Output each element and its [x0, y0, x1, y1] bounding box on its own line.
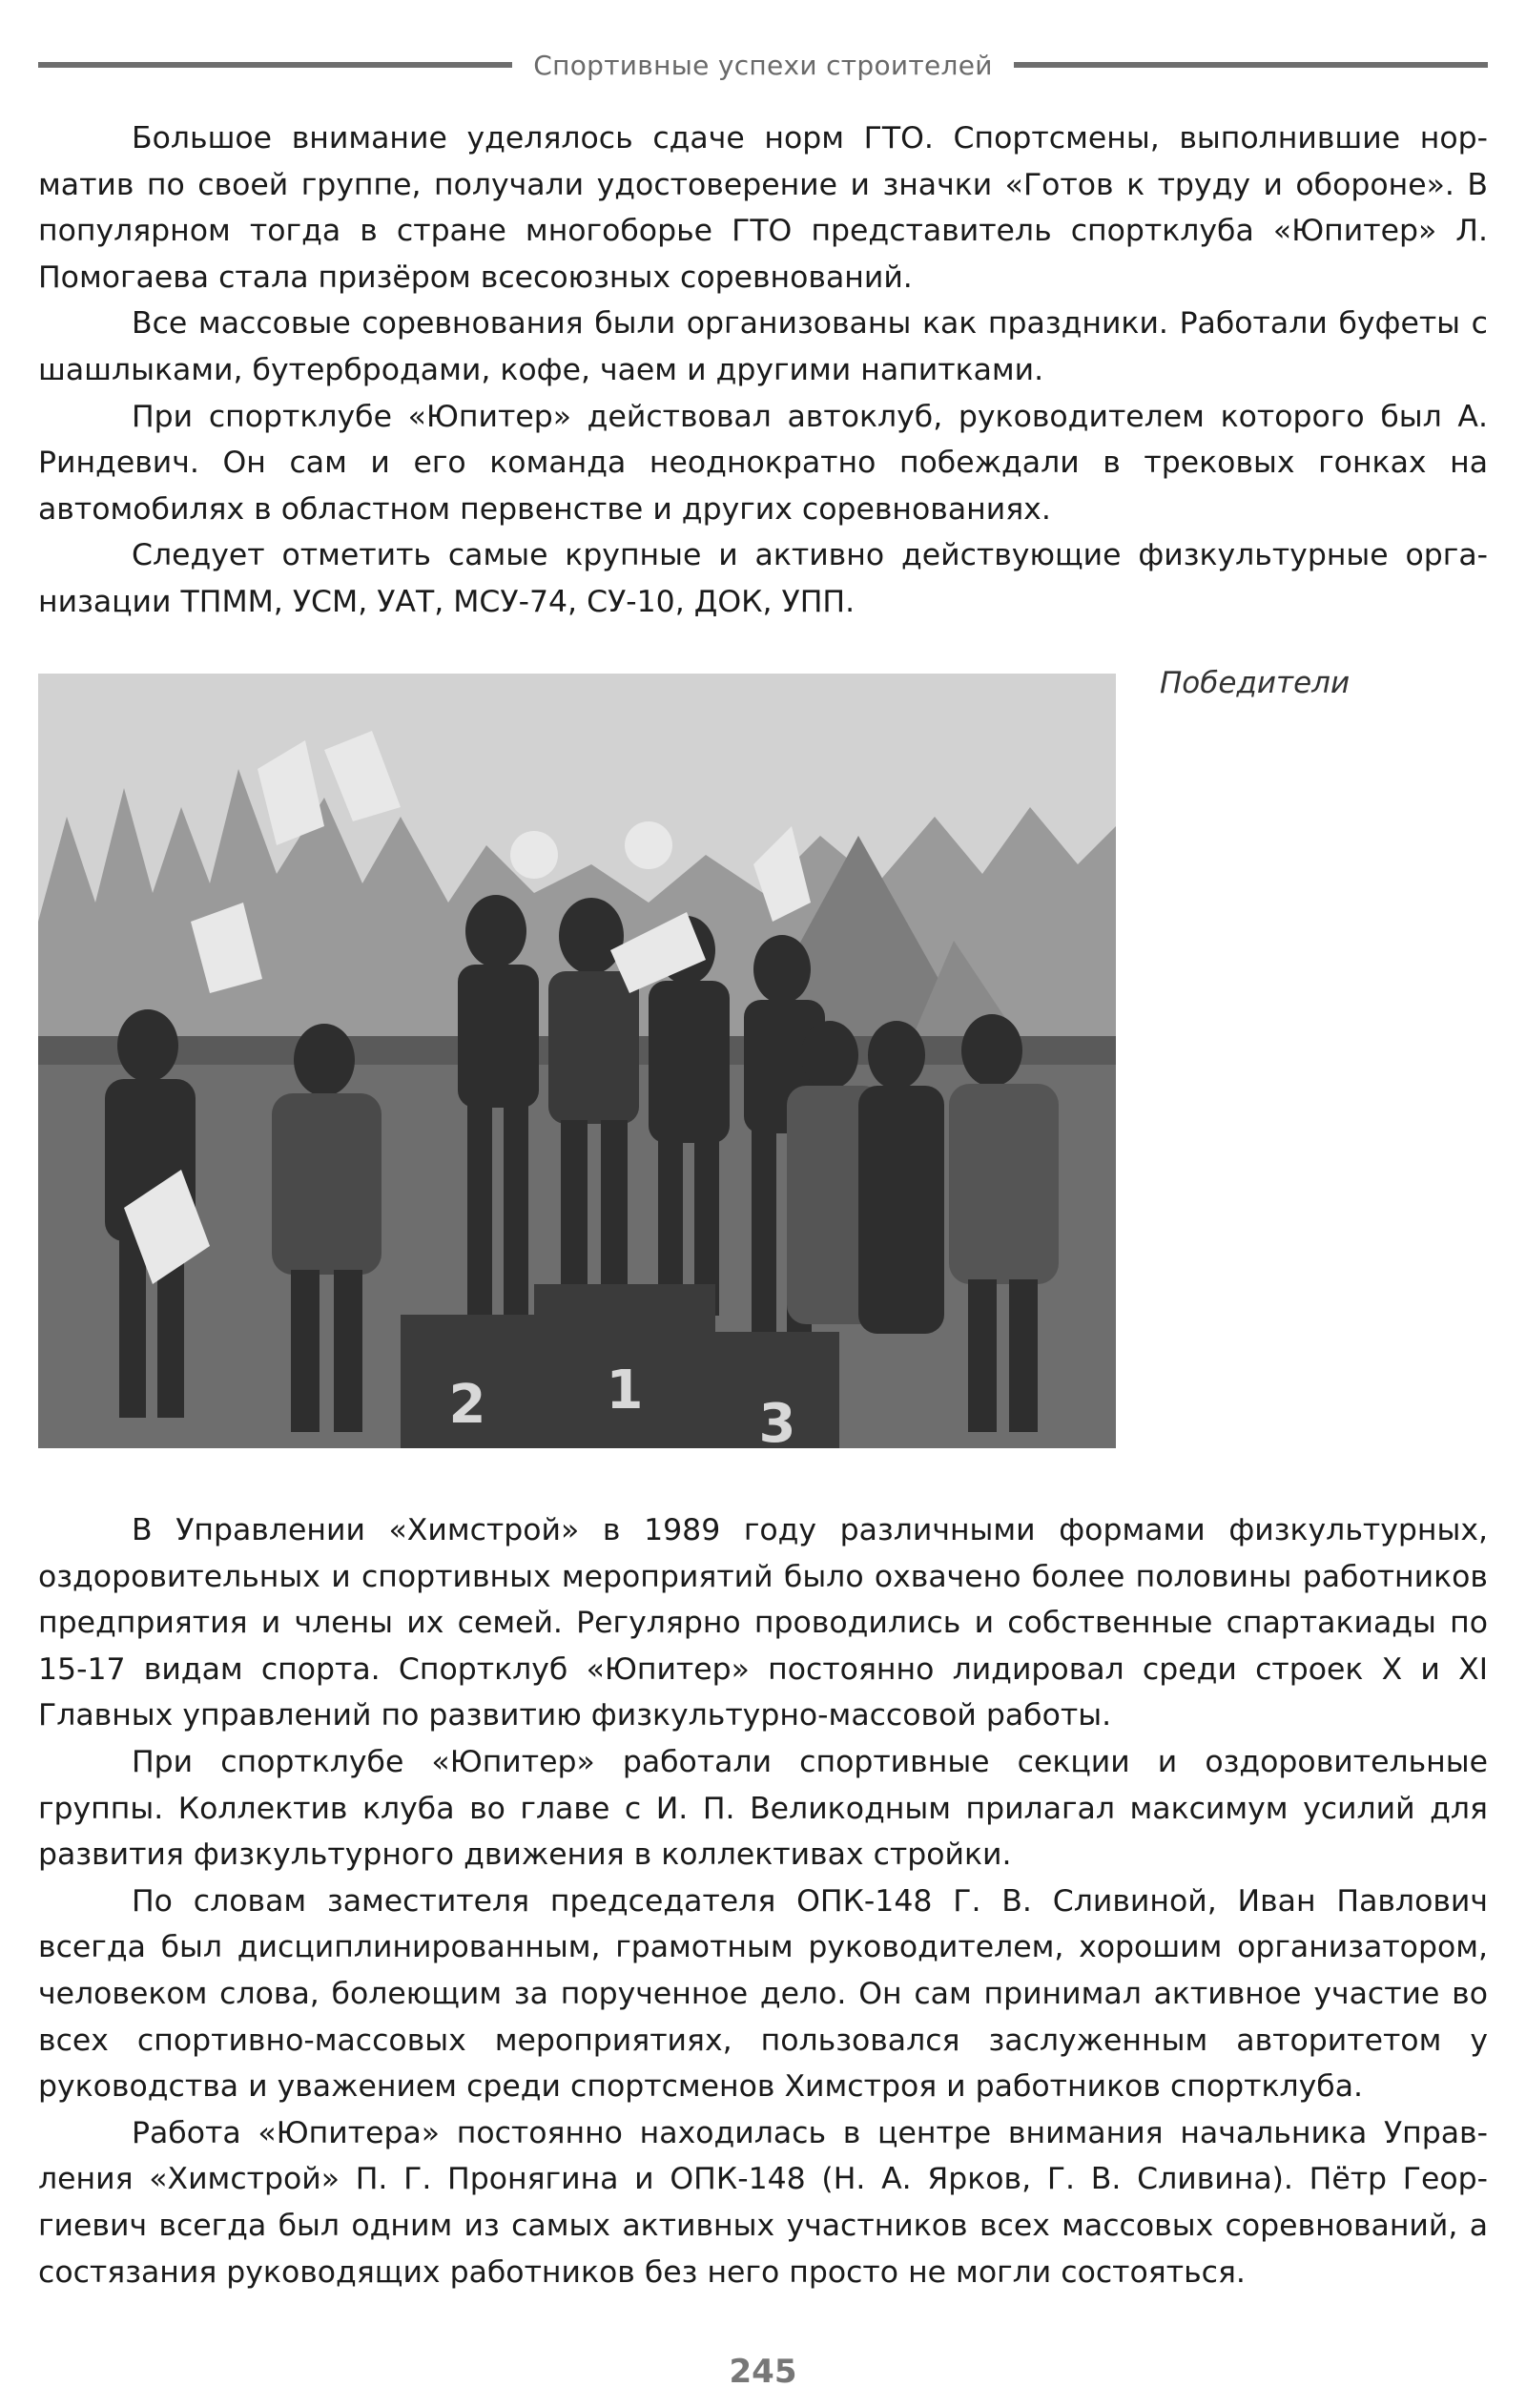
header-title: Спортивные успехи строителей — [533, 49, 993, 81]
running-header — [38, 46, 1488, 84]
podium-number-3: 3 — [758, 1393, 796, 1448]
text-block-bottom — [38, 1507, 1488, 2295]
photo-winners — [38, 674, 1116, 1448]
paragraph: Все массовые соревнования были организованы как праздники. Работали буфеты с шашлыками, бутербродами, кофе, чаем и другими напитками. — [38, 306, 1488, 387]
text-block-top — [38, 115, 1488, 626]
photo-illustration — [38, 674, 1116, 1448]
photo-caption: Победители — [1160, 666, 1351, 700]
podium-number-1: 1 — [606, 1360, 644, 1422]
paragraph: При спортклубе «Юпитер» действовал автоклуб, руководителем которого был А. Риндевич. Он сам и его команда неоднократно побеждали в трековых гонках на автомобилях в областном первенстве и других соревнованиях. — [38, 399, 1488, 527]
header-rule-right — [1014, 62, 1488, 68]
header-rule-left — [38, 62, 512, 68]
podium-number-2: 2 — [448, 1374, 486, 1436]
paragraph: В Управлении «Химстрой» в 1989 году различными формами физкультурных, оздоровительных и спортивных мероприятий было охвачено более половины работников предприятия и члены их семей. Регулярно проводились и собственные спартакиады по 15-17 видам спорта. Спортклуб «Юпитер» постоянно лидировал среди строек X и XI Главных управлений по развитию физкультурно-массовой работы. — [38, 1513, 1488, 1733]
paragraph: Следует отметить самые крупные и активно действующие физкультурные организации ТПММ, УСМ, УАТ, МСУ-74, СУ-10, ДОК, УПП. — [38, 538, 1488, 619]
paragraph: Работа «Юпитера» постоянно находилась в центре внимания начальника Управления «Химстрой» П. Г. Пронягина и ОПК-148 (Н. А. Ярков, Г. В. Сливина). Пётр Георгиевич всегда был одним из самых активных участников всех массовых соревнований, а состязания руководящих работников без него просто не могли состояться. — [38, 2115, 1488, 2290]
paragraph: Большое внимание уделялось сдаче норм ГТО. Спортсмены, выполнившие норматив по своей группе, получали удостоверение и значки «Готов к труду и обороне». В популярном тогда в стране многоборье ГТО представитель спортклуба «Юпитер» Л. Помогаева стала призёром всесоюзных соревнований. — [38, 121, 1488, 295]
paragraph: При спортклубе «Юпитер» работали спортивные секции и оздоровительные группы. Коллектив клуба во главе с И. П. Великодным прилагал максимум усилий для развития физкультурного движения в коллективах стройки. — [38, 1744, 1488, 1873]
page-number: 245 — [729, 2353, 797, 2391]
paragraph: По словам заместителя председателя ОПК-148 Г. В. Сливиной, Иван Павлович всегда был дисциплинированным, грамотным руководителем, хорошим организатором, человеком слова, болеющим за порученное дело. Он сам принимал активное участие во всех спортивно-массовых мероприятиях, пользовался заслуженным авторитетом у руководства и уважением среди спортсменов Химстроя и работников спортклуба. — [38, 1883, 1488, 2105]
